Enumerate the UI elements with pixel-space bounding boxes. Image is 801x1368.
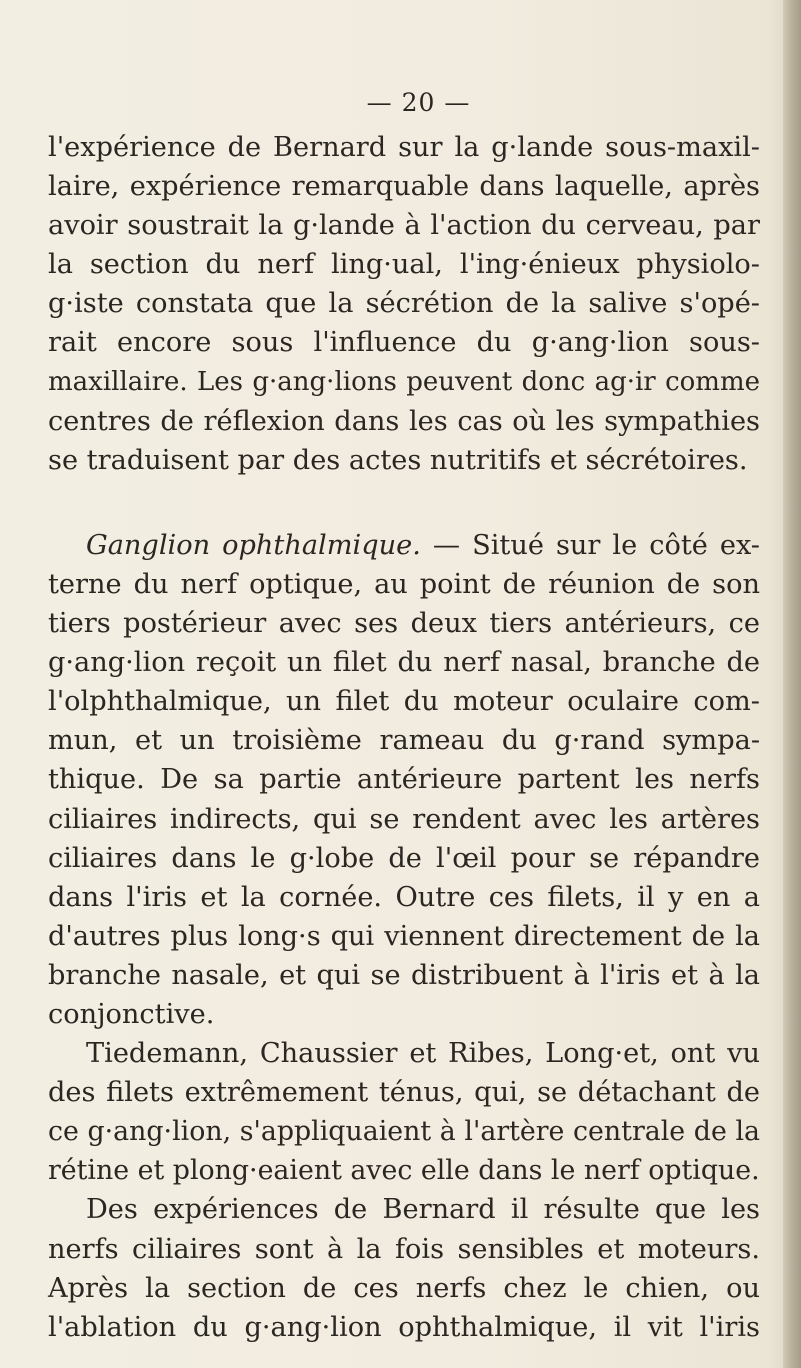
text-line: g·ang·lion reçoit un filet du nerf nasal, branche de	[48, 647, 760, 679]
text-line: rétine et plong·eaient avec elle dans le nerf optique.	[48, 1155, 760, 1187]
text-line: g·iste constata que la sécrétion de la salive s'opé-	[48, 288, 760, 320]
text-line: Tiedemann, Chaussier et Ribes, Long·et, ont vu	[86, 1038, 760, 1070]
text-line: dans l'iris et la cornée. Outre ces filets, il y en a	[48, 881, 760, 913]
paragraph-gap	[48, 480, 760, 526]
text-line: l'ablation du g·ang·lion ophthalmique, il vit l'iris	[48, 1311, 760, 1343]
text-line: branche nasale, et qui se distribuent à l'iris et à la	[48, 959, 760, 991]
text-line: rait encore sous l'influence du g·ang·lion sous-	[48, 327, 760, 359]
text-line: centres de réflexion dans les cas où les sympathies	[48, 405, 760, 437]
text-line: conjonctive.	[48, 998, 215, 1030]
text-line: Des expériences de Bernard il résulte que les	[86, 1194, 760, 1226]
text-line: thique. De sa partie antérieure partent les nerfs	[48, 764, 760, 796]
text-line: ce g·ang·lion, s'appliquaient à l'artère centrale de la	[48, 1116, 760, 1148]
text-line: mun, et un troisième rameau du g·rand sympa-	[48, 725, 760, 757]
page-number: — 20 —	[366, 88, 471, 117]
section-heading: Ganglion ophthalmique.	[86, 529, 421, 561]
text-line: terne du nerf optique, au point de réunion de son	[48, 568, 760, 600]
text-line: tiers postérieur avec ses deux tiers antérieurs, ce	[48, 608, 760, 640]
text-line: maxillaire. Les g·ang·lions peuvent donc ag·ir comme	[48, 366, 760, 397]
text-line: l'expérience de Bernard sur la g·lande sous-maxil-	[48, 132, 760, 163]
text-line: Après la section de ces nerfs chez le chien, ou	[48, 1272, 760, 1304]
text-line: l'olphthalmique, un filet du moteur oculaire com-	[48, 686, 760, 718]
text-line: laire, expérience remarquable dans laquelle, après	[48, 171, 760, 203]
text-line	[48, 526, 760, 565]
text-line: d'autres plus long·s qui viennent directement de la	[48, 920, 760, 952]
text-line: ciliaires indirects, qui se rendent avec les artères	[48, 803, 760, 835]
page-edge	[783, 0, 801, 1368]
text-line: se traduisent par des actes nutritifs et sécrétoires.	[48, 444, 748, 476]
text-line: des filets extrêmement ténus, qui, se détachant de	[48, 1077, 760, 1109]
body-text	[48, 128, 760, 1347]
text-line: la section du nerf ling·ual, l'ing·énieux physiolo-	[48, 249, 760, 281]
heading-continuation: — Situé sur le côté ex-	[420, 529, 760, 561]
text-line: nerfs ciliaires sont à la fois sensibles et moteurs.	[48, 1233, 760, 1265]
text-line: ciliaires dans le g·lobe de l'œil pour se répandre	[48, 842, 760, 874]
text-line: avoir soustrait la g·lande à l'action du cerveau, par	[48, 210, 760, 242]
